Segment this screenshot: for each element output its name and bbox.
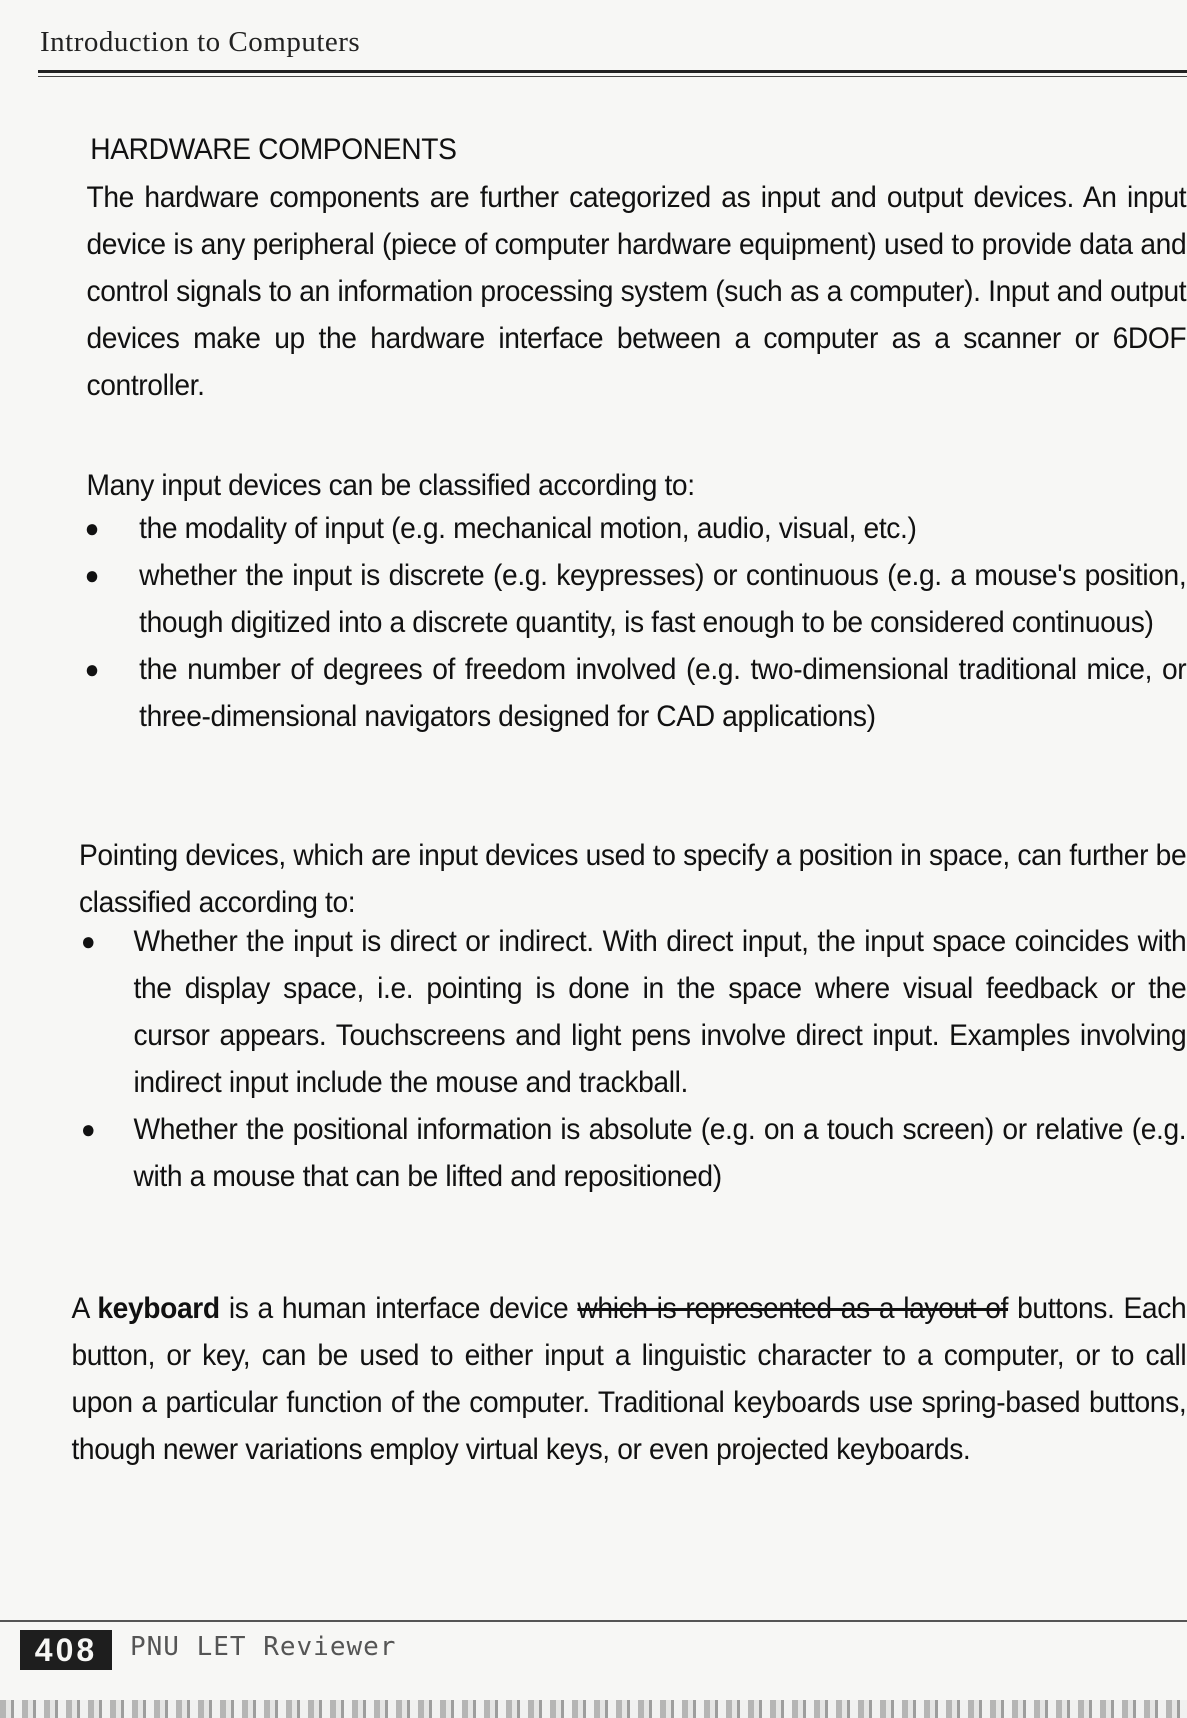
keyboard-paragraph: A keyboard is a human interface device which is represented as a layout of buttons. Each button, or key, can be used to either input a linguistic character to a computer, or to call upon a particular function of the computer. Traditional keyboards use spring-based buttons, though newer variations employ virtual keys, or even projected keyboards. xyxy=(71,1292,1187,1466)
running-header: Introduction to Computers xyxy=(40,26,361,58)
section-heading: HARDWARE COMPONENTS xyxy=(90,133,457,166)
bullet-icon: ● xyxy=(84,513,99,543)
classification-intro: Many input devices can be classified according to: xyxy=(86,469,695,502)
header-rule-thin xyxy=(38,76,1187,77)
footer-rule xyxy=(0,1620,1187,1622)
intro-paragraph: The hardware components are further categorized as input and output devices. An input device is any peripheral (piece of computer hardware equipment) used to provide data and control signals to an information processing system (such as a computer). Input and output devices make up the hardware interface between a computer as a scanner or 6DOF controller. xyxy=(86,181,1187,402)
list-item: ● Whether the positional information is absolute (e.g. on a touch screen) or relative (e.g. with a mouse that can be lifted and repositioned) xyxy=(133,1106,1186,1200)
list-item: ● the number of degrees of freedom involved (e.g. two-dimensional traditional mice, or three-dimensional navigators designed for CAD applications) xyxy=(139,646,1186,740)
page-number: 408 xyxy=(20,1630,112,1670)
struck-text: which is represented as a layout of xyxy=(577,1292,1009,1325)
bullet-icon: ● xyxy=(84,560,99,590)
list-item: ● Whether the input is direct or indirect. With direct input, the input space coincides with the display space, i.e. pointing is done in the space where visual feedback or the cursor appears. Touchscreens and light pens involve direct input. Examples involving indirect input include the mouse and trackball. xyxy=(133,918,1186,1106)
bullet-icon: ● xyxy=(80,926,96,956)
bullet-icon: ● xyxy=(84,654,99,684)
list-item: ● the modality of input (e.g. mechanical motion, audio, visual, etc.) xyxy=(139,505,1186,552)
list-item: ● whether the input is discrete (e.g. keypresses) or continuous (e.g. a mouse's position, though digitized into a discrete quantity, is fast enough to be considered continuous) xyxy=(139,552,1186,646)
header-rule xyxy=(38,70,1187,73)
pointing-intro: Pointing devices, which are input devices used to specify a position in space, can further be classified according to: xyxy=(78,839,1187,919)
bullet-icon: ● xyxy=(80,1114,96,1144)
footer-text: PNU LET Reviewer xyxy=(130,1632,397,1662)
keyboard-term: keyboard xyxy=(97,1292,220,1325)
pointing-list xyxy=(80,918,1187,1200)
classification-list xyxy=(84,505,1187,740)
scan-edge xyxy=(0,1700,1187,1718)
